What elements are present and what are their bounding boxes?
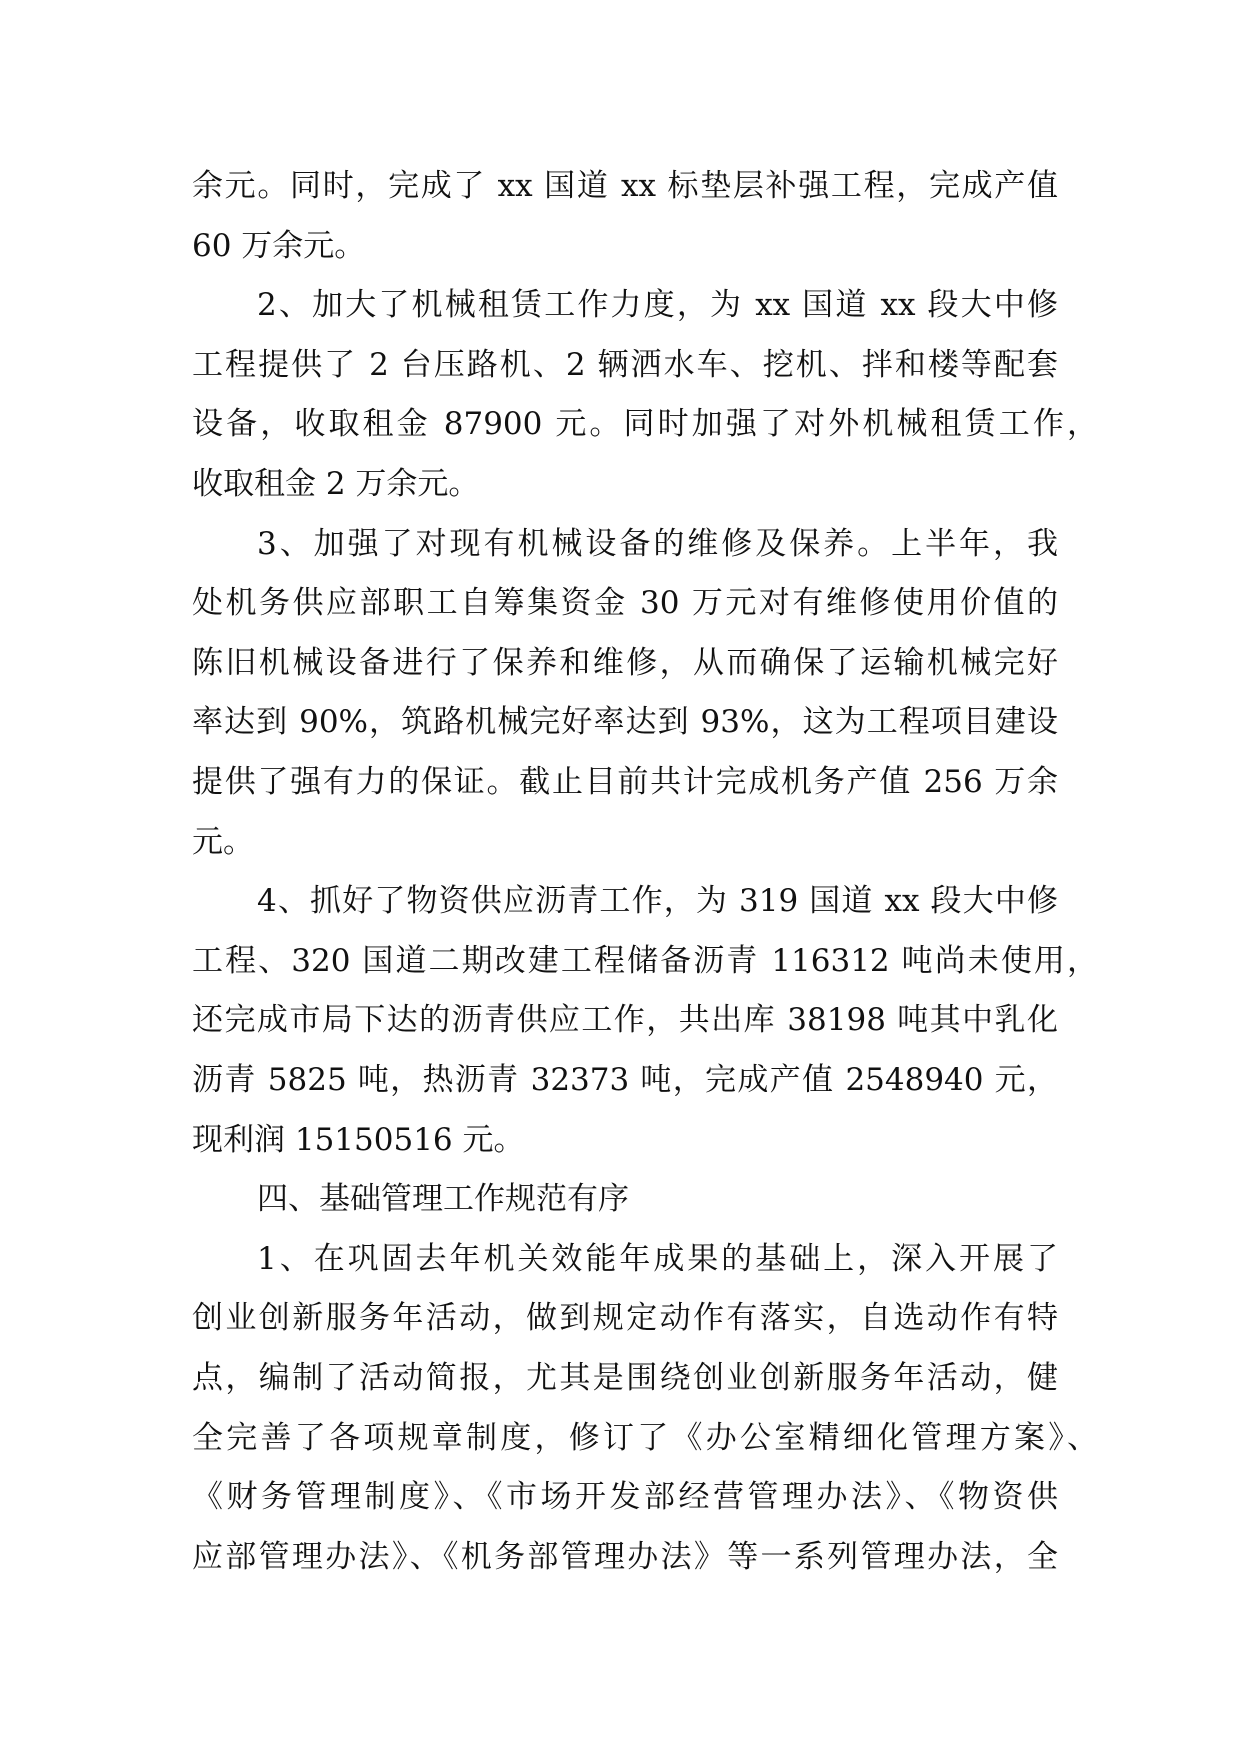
text-line: 现利润 15150516 元。 [192,1121,525,1158]
text-line: 工程提供了 2 台压路机、2 辆洒水车、挖机、拌和楼等配套 [192,346,1058,383]
paragraph-first-line: 2、加大了机械租赁工作力度，为 xx 国道 xx 段大中修 [257,287,1058,324]
text-line: 处机务供应部职工自筹集资金 30 万元对有维修使用价值的 [192,585,1058,622]
paragraph-first-line: 四、基础管理工作规范有序 [257,1181,629,1218]
text-line: 率达到 90%，筑路机械完好率达到 93%，这为工程项目建设 [192,704,1058,741]
text-line: 设备，收取租金 87900 元。同时加强了对外机械租赁工作， [192,406,1098,443]
text-line: 余元。同时，完成了 xx 国道 xx 标垫层补强工程，完成产值 [192,168,1058,204]
text-line: 收取租金 2 万余元。 [192,466,480,502]
text-line: 沥青 5825 吨，热沥青 32373 吨，完成产值 2548940 元， [192,1062,1058,1098]
text-line: 点，编制了活动简报，尤其是围绕创业创新服务年活动，健 [192,1360,1058,1396]
text-line: 60 万余元。 [192,227,366,264]
text-line: 全完善了各项规章制度，修订了《办公室精细化管理方案》、 [192,1419,1098,1456]
paragraph-first-line: 4、抓好了物资供应沥青工作，为 319 国道 xx 段大中修 [257,883,1058,920]
text-line: 陈旧机械设备进行了保养和维修，从而确保了运输机械完好 [192,644,1058,681]
text-line: 《财务管理制度》、《市场开发部经营管理办法》、《物资供 [192,1479,1058,1516]
paragraph-first-line: 3、加强了对现有机械设备的维修及保养。上半年，我 [257,525,1058,562]
text-line: 元。 [192,823,254,860]
text-line: 工程、320 国道二期改建工程储备沥青 116312 吨尚未使用， [192,942,1098,979]
text-line: 创业创新服务年活动，做到规定动作有落实，自选动作有特 [192,1300,1058,1337]
text-line: 提供了强有力的保证。截止目前共计完成机务产值 256 万余 [192,764,1058,800]
text-line: 还完成市局下达的沥青供应工作，共出库 38198 吨其中乳化 [192,1002,1058,1039]
text-line: 应部管理办法》、《机务部管理办法》等一系列管理办法，全 [192,1538,1058,1575]
paragraph-first-line: 1、在巩固去年机关效能年成果的基础上，深入开展了 [257,1240,1058,1277]
